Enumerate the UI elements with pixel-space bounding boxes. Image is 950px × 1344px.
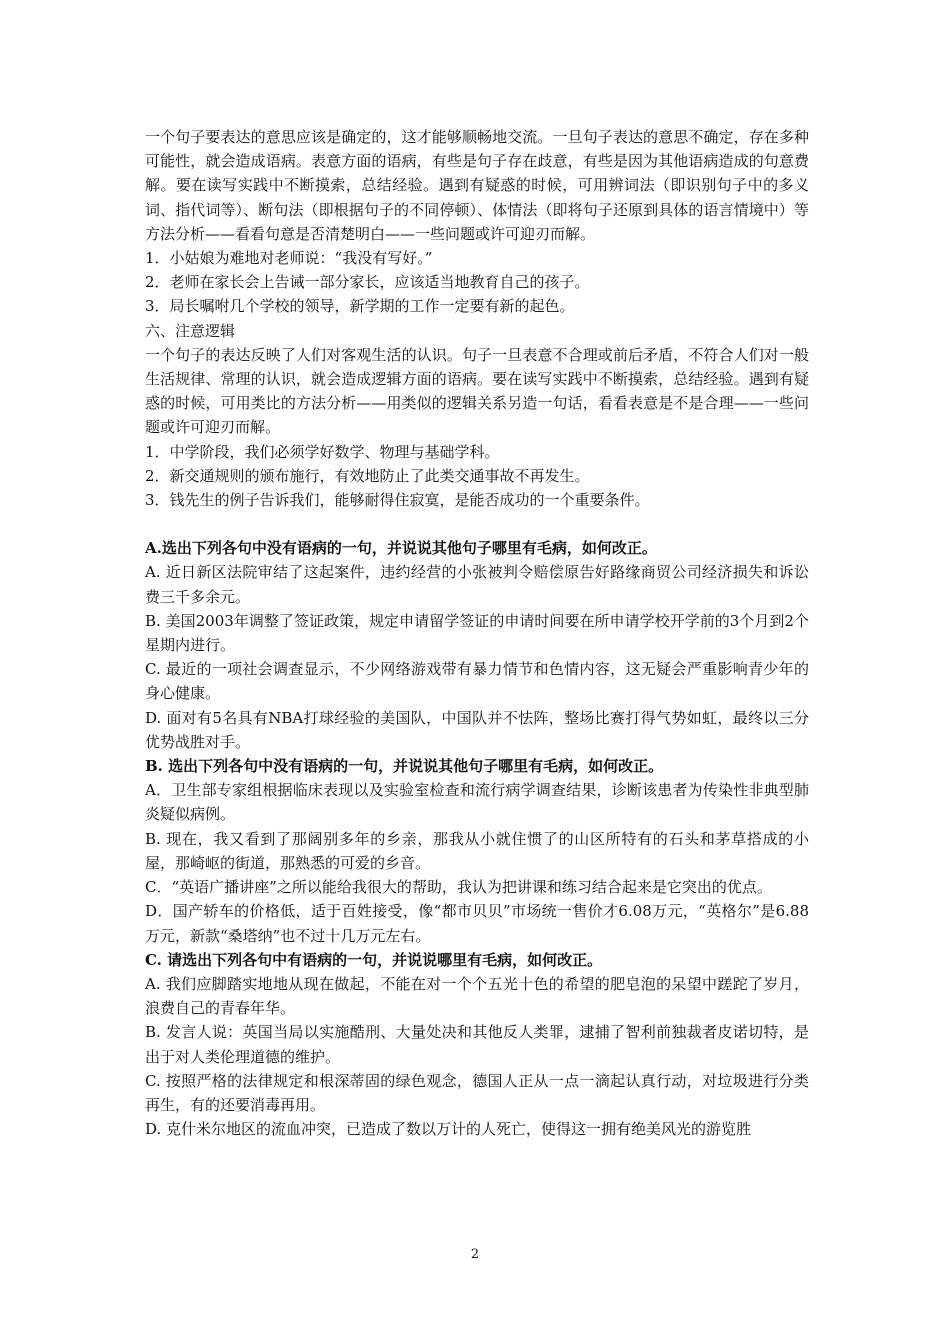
document-body bbox=[145, 125, 809, 1141]
blank-line bbox=[145, 512, 809, 536]
exercise-option: B. 现在，我又看到了那阔别多年的乡亲，那我从小就住惯了的山区所特有的石头和茅草搭成的小屋，那崎岖的街道，那熟悉的可爱的乡音。 bbox=[145, 829, 809, 872]
section-heading-logic: 六、注意逻辑 bbox=[145, 321, 236, 340]
exercise-option: D. 克什米尔地区的流血冲突，已造成了数以万计的人死亡，使得这一拥有绝美风光的游览胜 bbox=[145, 1120, 752, 1139]
exercise-option: C. 最近的一项社会调查显示，不少网络游戏带有暴力情节和色情内容，这无疑会严重影响青少年的身心健康。 bbox=[145, 660, 809, 703]
exercise-option: A. 我们应脚踏实地地从现在做起，不能在对一个个五光十色的希望的肥皂泡的呆望中蹉跎了岁月，浪费自己的青春年华。 bbox=[145, 974, 809, 1018]
exercise-option: A．卫生部专家组根据临床表现以及实验室检查和流行病学调查结果，诊断该患者为传染性非典型肺炎疑似病例。 bbox=[145, 781, 809, 824]
example-sentence: 2．新交通规则的颁布施行，有效地防止了此类交通事故不再发生。 bbox=[145, 466, 590, 485]
exercise-heading-a: A.选出下列各句中没有语病的一句，并说说其他句子哪里有毛病，如何改正。 bbox=[145, 539, 657, 558]
exercise-heading-c: C. 请选出下列各句中有语病的一句，并说说哪里有毛病，如何改正。 bbox=[145, 950, 603, 969]
example-sentence: 2．老师在家长会上告诫一部分家长，应该适当地教育自己的孩子。 bbox=[145, 273, 590, 292]
example-sentence: 3．钱先生的例子告诉我们，能够耐得住寂寞，是能否成功的一个重要条件。 bbox=[145, 491, 650, 510]
example-sentence: 3．局长嘱咐几个学校的领导，新学期的工作一定要有新的起色。 bbox=[145, 297, 575, 316]
exercise-option: C. 按照严格的法律规定和根深蒂固的绿色观念，德国人正从一点一滴起认真行动，对垃圾进行分类再生，有的还要消毒再用。 bbox=[145, 1071, 809, 1114]
exercise-option: D. 面对有5名具有NBA打球经验的美国队，中国队并不怯阵，整场比赛打得气势如虹，最终以三分优势战胜对手。 bbox=[145, 708, 809, 751]
paragraph-ambiguity-intro: 一个句子要表达的意思应该是确定的，这才能够顺畅地交流。一旦句子表达的意思不确定，存在多种可能性，就会造成语病。表意方面的语病，有些是句子存在歧意，有些是因为其他语病造成的句意费解。要在读写实践中不断摸索，总结经验。遇到有疑惑的时候，可用辨词法（即识别句子中的多义词、指代词等）、断句法（即根据句子的不同停顿）、体情法（即将句子还原到具体的语言情境中）等方法分析——看看句意是否清楚明白——一些问题或许可迎刃而解。 bbox=[145, 128, 809, 243]
exercise-option: D．国产轿车的价格低，适于百姓接受，像“都市贝贝”市场统一售价才6.08万元，“英格尔”是6.88万元，新款“桑塔纳”也不过十几万元左右。 bbox=[145, 902, 809, 945]
exercise-heading-b: B. 选出下列各句中没有语病的一句，并说说其他句子哪里有毛病，如何改正。 bbox=[145, 757, 664, 776]
example-sentence: 1．小姑娘为难地对老师说：“我没有写好。” bbox=[145, 249, 433, 268]
exercise-option: A. 近日新区法院审结了这起案件，违约经营的小张被判令赔偿原告好路缘商贸公司经济损失和诉讼费三千多余元。 bbox=[145, 563, 809, 606]
exercise-option: B. 美国2003年调整了签证政策，规定申请留学签证的申请时间要在所申请学校开学前的3个月到2个星期内进行。 bbox=[145, 611, 809, 655]
exercise-option: B. 发言人说：英国当局以实施酷刑、大量处决和其他反人类罪，逮捕了智利前独裁者皮诺切特，是出于对人类伦理道德的维护。 bbox=[145, 1023, 809, 1066]
exercise-option: C．“英语广播讲座”之所以能给我很大的帮助，我认为把讲课和练习结合起来是它突出的优点。 bbox=[145, 878, 772, 897]
example-sentence: 1．中学阶段，我们必须学好数学、物理与基础学科。 bbox=[145, 442, 500, 461]
paragraph-logic-intro: 一个句子的表达反映了人们对客观生活的认识。句子一旦表意不合理或前后矛盾，不符合人们对一般生活规律、常理的认识，就会造成逻辑方面的语病。要在读写实践中不断摸索，总结经验。遇到有疑惑的时候，可用类比的方法分析——用类似的逻辑关系另造一句话，看看表意是不是合理——一些问题或许可迎刃而解。 bbox=[145, 345, 809, 437]
page-number: 2 bbox=[470, 1247, 480, 1262]
